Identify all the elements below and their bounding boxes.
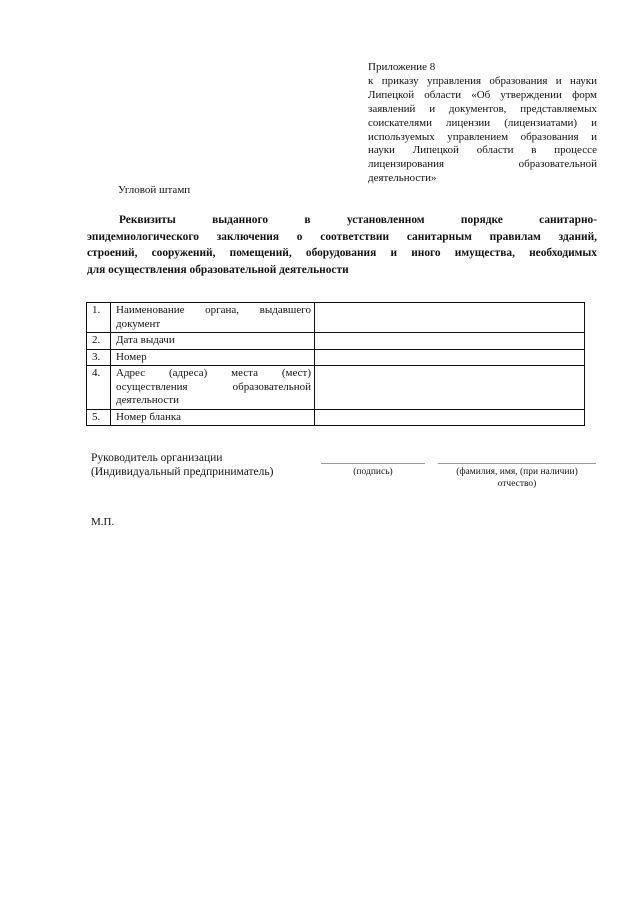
row-value-cell[interactable]: [315, 409, 585, 426]
appendix-line: деятельности»: [368, 172, 437, 185]
row-label-line: осуществления образовательной: [116, 380, 311, 393]
row-label: [111, 333, 315, 350]
signature-line[interactable]: [321, 463, 425, 464]
row-label: [111, 366, 315, 410]
appendix-line: используемых управлением образования и: [368, 130, 597, 143]
appendix-block: [368, 61, 597, 186]
name-caption-line: отчество): [497, 479, 537, 489]
name-caption: [438, 466, 596, 490]
row-label: [111, 409, 315, 426]
appendix-line: соискателями лицензии (лицензиатами) и: [368, 116, 597, 129]
signatory-line: Руководитель организации: [91, 452, 223, 464]
row-value-cell[interactable]: [315, 303, 585, 333]
table-row: [87, 349, 585, 366]
row-label-line: Номер: [116, 350, 147, 363]
seal-placeholder: М.П.: [91, 516, 115, 528]
title-line: эпидемиологического заключения о соответствии санитарным правилам зданий,: [87, 230, 597, 243]
row-number: 2.: [87, 333, 111, 350]
signatory-title: [91, 451, 273, 479]
name-line[interactable]: [438, 463, 596, 464]
appendix-heading: Приложение 8: [368, 61, 436, 73]
row-label-line: Адрес (адреса) места (мест): [116, 367, 311, 379]
table-row: [87, 366, 585, 410]
requisites-table: [86, 302, 585, 426]
row-label-line: Наименование органа, выдавшего: [116, 304, 311, 316]
appendix-line: науки Липецкой области в процессе: [368, 144, 597, 157]
signatory-line: (Индивидуальный предприниматель): [91, 466, 274, 478]
row-label: [111, 349, 315, 366]
corner-stamp-label: Угловой штамп: [118, 184, 191, 196]
appendix-line: заявлений и документов, представляемых: [368, 102, 597, 115]
row-label-line: Номер бланка: [116, 410, 181, 423]
name-caption-line: (фамилия, имя, (при наличии): [456, 467, 578, 477]
appendix-line: лицензирования образовательной: [368, 158, 597, 171]
title-line: Реквизиты выданного в установленном порядке санитарно-: [119, 214, 597, 226]
row-value-cell[interactable]: [315, 349, 585, 366]
row-label: [111, 303, 315, 333]
row-number: 5.: [87, 409, 111, 426]
row-label-line: Дата выдачи: [116, 334, 175, 346]
row-number: 4.: [87, 366, 111, 410]
table-row: [87, 409, 585, 426]
appendix-line: Липецкой области «Об утверждении форм: [368, 88, 597, 101]
row-number: 3.: [87, 349, 111, 366]
title-line: для осуществления образовательной деятельности: [87, 263, 349, 276]
row-number: 1.: [87, 303, 111, 333]
row-label-line: документ: [116, 317, 161, 330]
row-value-cell[interactable]: [315, 366, 585, 410]
table-row: [87, 303, 585, 333]
row-value-cell[interactable]: [315, 333, 585, 350]
row-label-line: деятельности: [116, 394, 179, 406]
table-row: [87, 333, 585, 350]
document-title: [87, 212, 597, 278]
title-line: строений, сооружений, помещений, оборудования и иного имущества, необходимых: [87, 247, 597, 260]
appendix-line: к приказу управления образования и науки: [368, 74, 597, 87]
signature-caption: (подпись): [353, 467, 393, 477]
